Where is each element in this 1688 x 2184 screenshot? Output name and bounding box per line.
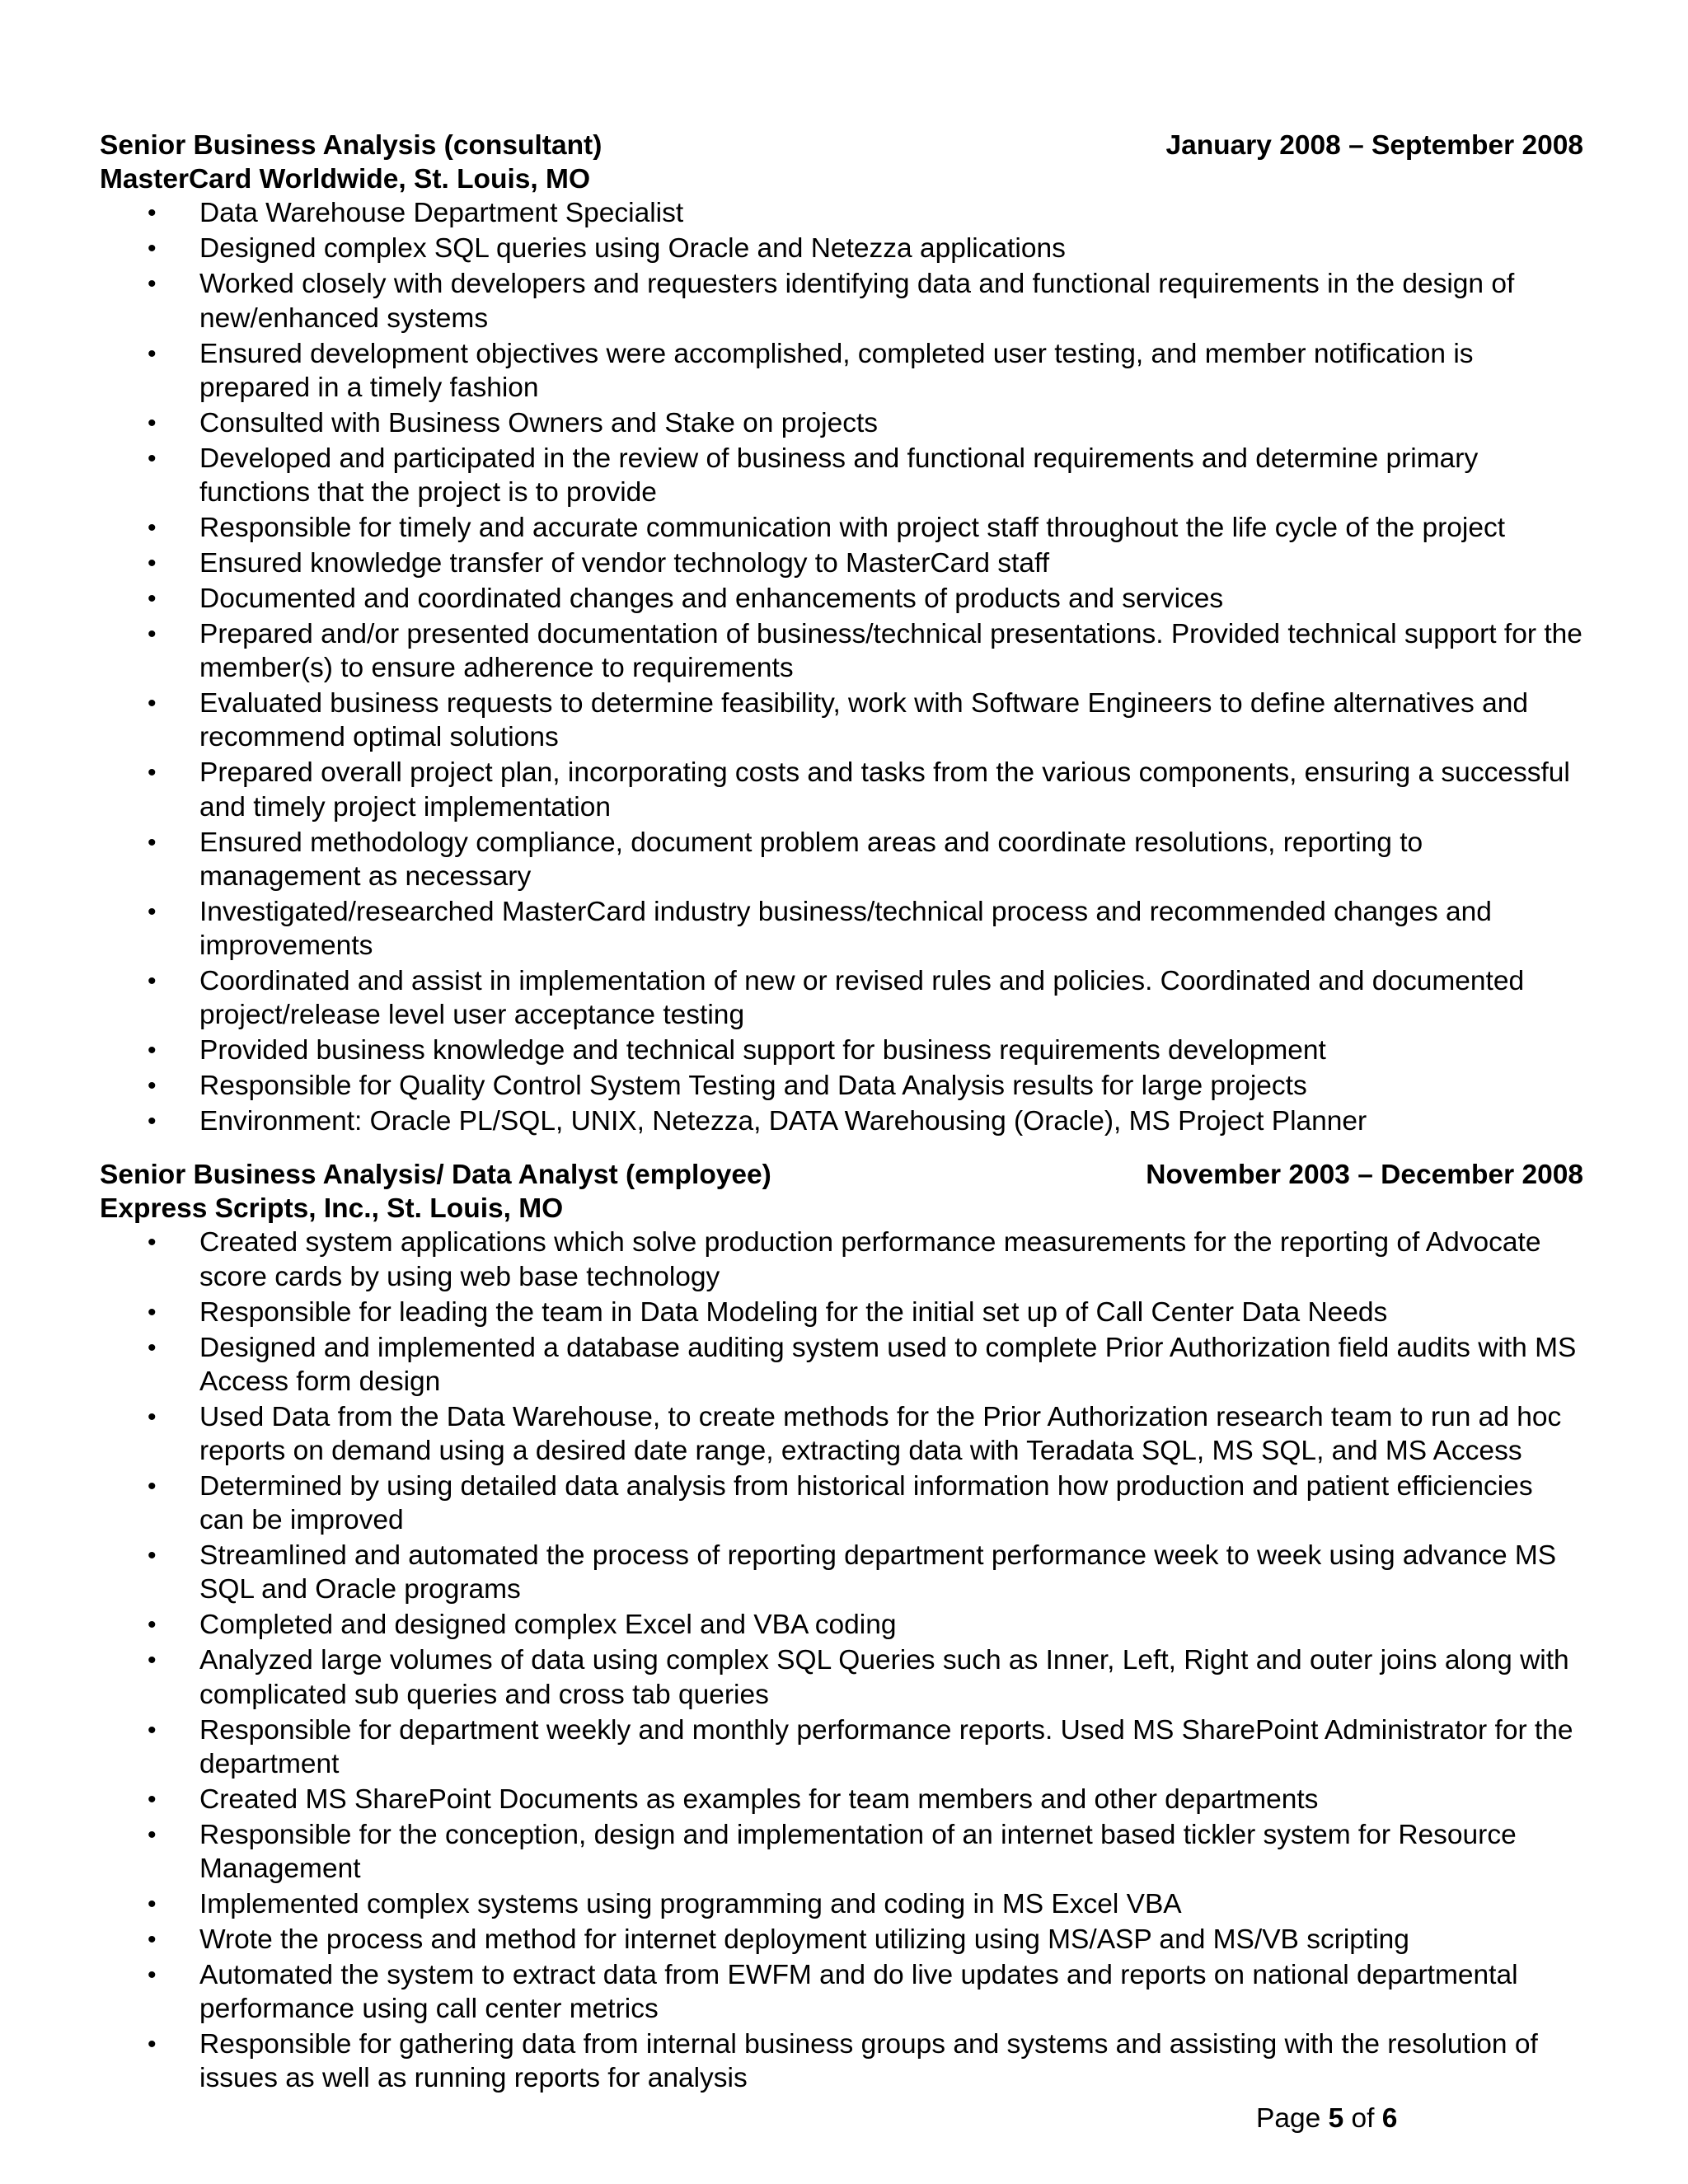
list-item [100,1033,1583,1067]
bullet-icon: • [148,549,157,577]
bullet-icon: • [148,1647,157,1675]
list-item [100,546,1583,580]
job-header [100,129,1583,162]
company-name: Express Scripts, Inc., St. Louis, MO [100,1193,564,1225]
list-item [100,1331,1583,1399]
list-item-text: Developed and participated in the review of business and functional requirements and determine primary functions that the project is to provide [199,443,1479,508]
list-item [100,1783,1583,1816]
bullet-icon: • [148,828,157,856]
list-item [100,1069,1583,1103]
list-item-text: Consulted with Business Owners and Stake on projects [199,407,879,438]
job-title: Senior Business Analysis (consultant) [100,130,603,161]
list-item [100,442,1583,509]
list-item [100,1887,1583,1921]
bullet-icon: • [148,1229,157,1257]
page-label: Page [1256,2103,1321,2134]
list-item [100,1643,1583,1711]
list-item-text: Streamlined and automated the process of reporting department performance week to week using advance MS SQL and Oracle programs [199,1540,1557,1605]
list-item-text: Used Data from the Data Warehouse, to create methods for the Prior Authorization research team to run ad hoc reports on demand using a desired date range, extracting data with Teradata SQL, MS SQL, and MS Access [199,1401,1562,1466]
list-item [100,1923,1583,1957]
list-item-text: Analyzed large volumes of data using complex SQL Queries such as Inner, Left, Right and outer joins along with complicated sub queries and cross tab queries [199,1645,1569,1710]
bullet-icon: • [148,1611,157,1639]
list-item [100,895,1583,963]
page-total: 6 [1381,2103,1398,2134]
bullet-icon: • [148,759,157,787]
bullet-icon: • [148,1472,157,1500]
list-item [100,582,1583,616]
list-item [100,826,1583,893]
list-item [100,1400,1583,1468]
list-item-text: Wrote the process and method for internet deployment utilizing using MS/ASP and MS/VB scripting [199,1924,1409,1955]
bullet-icon: • [148,235,157,263]
list-item-text: Responsible for timely and accurate communication with project staff throughout the life cycle of the project [199,512,1506,543]
bullet-icon: • [148,270,157,298]
list-item-text: Worked closely with developers and requesters identifying data and functional requirements in the design of new/enhanced systems [199,269,1515,334]
list-item-text: Implemented complex systems using programming and coding in MS Excel VBA [199,1889,1182,1919]
bullet-icon: • [148,1072,157,1100]
list-item-text: Responsible for Quality Control System Testing and Data Analysis results for large projects [199,1071,1307,1102]
list-item-text: Responsible for department weekly and monthly performance reports. Used MS SharePoint Administrator for the department [199,1714,1573,1779]
bullet-icon: • [148,1891,157,1918]
company-name: MasterCard Worldwide, St. Louis, MO [100,164,591,195]
job-dates: November 2003 – December 2008 [1146,1160,1583,1190]
list-item-text: Designed and implemented a database auditing system used to complete Prior Authorization field audits with MS Access form design [199,1332,1577,1397]
list-item-text: Coordinated and assist in implementation of new or revised rules and policies. Coordinated and documented project/release level user acceptance testing [199,966,1525,1031]
list-item [100,1104,1583,1138]
list-item [100,1713,1583,1781]
list-item-text: Investigated/researched MasterCard industry business/technical process and recommended changes and improvements [199,896,1492,961]
responsibility-list [100,196,1583,1138]
list-item-text: Data Warehouse Department Specialist [199,198,684,229]
bullet-icon: • [148,1926,157,1953]
bullet-icon: • [148,968,157,995]
list-item-text: Automated the system to extract data from EWFM and do live updates and reports on national departmental performance using call center metrics [199,1960,1518,2025]
list-item [100,1958,1583,2026]
list-item [100,1539,1583,1606]
list-item [100,267,1583,335]
list-item-text: Created MS SharePoint Documents as examples for team members and other departments [199,1783,1319,1815]
list-item [100,511,1583,545]
bullet-icon: • [148,1298,157,1326]
list-item [100,1469,1583,1537]
job-section-express-scripts [100,1158,1583,2097]
list-item [100,687,1583,754]
bullet-icon: • [148,1403,157,1431]
list-item [100,1608,1583,1642]
list-item-text: Responsible for leading the team in Data Modeling for the initial set up of Call Center Data Needs [199,1296,1388,1328]
list-item-text: Responsible for the conception, design and implementation of an internet based tickler system for Resource Management [199,1819,1517,1884]
list-item-text: Ensured methodology compliance, document problem areas and coordinate resolutions, reporting to management as necessary [199,827,1423,892]
list-item [100,337,1583,405]
list-item [100,406,1583,440]
list-item-text: Environment: Oracle PL/SQL, UNIX, Netezza, DATA Warehousing (Oracle), MS Project Planner [199,1106,1367,1137]
list-item [100,1818,1583,1886]
list-item-text: Ensured knowledge transfer of vendor technology to MasterCard staff [199,547,1050,579]
list-item-text: Prepared and/or presented documentation of business/technical presentations. Provided technical support for the member(s) to ensure adherence to requirements [199,618,1582,684]
list-item-text: Provided business knowledge and technical support for business requirements development [199,1035,1326,1066]
bullet-icon: • [148,1785,157,1813]
bullet-icon: • [148,1961,157,1989]
bullet-icon: • [148,620,157,648]
list-item-text: Prepared overall project plan, incorporating costs and tasks from the various components, ensuring a successful and timely project implementation [199,757,1570,823]
job-dates: January 2008 – September 2008 [1165,130,1583,161]
job-title: Senior Business Analysis/ Data Analyst (employee) [100,1160,771,1190]
bullet-icon: • [148,444,157,472]
list-item-text: Responsible for gathering data from internal business groups and systems and assisting with the resolution of issues as well as running reports for analysis [199,2029,1538,2094]
responsibility-list [100,1226,1583,2095]
list-item-text: Designed complex SQL queries using Oracle and Netezza applications [199,233,1066,265]
bullet-icon: • [148,199,157,227]
bullet-icon: • [148,584,157,612]
bullet-icon: • [148,340,157,368]
job-section-mastercard [100,129,1583,1140]
bullet-icon: • [148,409,157,437]
bullet-icon: • [148,1108,157,1136]
bullet-icon: • [148,1716,157,1744]
list-item-text: Ensured development objectives were accomplished, completed user testing, and member notification is prepared in a timely fashion [199,338,1474,403]
bullet-icon: • [148,2031,157,2059]
list-item-text: Completed and designed complex Excel and VBA coding [199,1610,897,1641]
bullet-icon: • [148,1542,157,1570]
list-item [100,196,1583,230]
list-item-text: Created system applications which solve production performance measurements for the reporting of Advocate score cards by using web base technology [199,1227,1541,1292]
bullet-icon: • [148,690,157,718]
list-item [100,756,1583,823]
of-label: of [1351,2103,1375,2134]
page-footer [1256,2102,1397,2135]
list-item-text: Determined by using detailed data analysis from historical information how production and patient efficiencies can be improved [199,1470,1533,1536]
bullet-icon: • [148,1821,157,1849]
list-item [100,1226,1583,1293]
list-item [100,2027,1583,2095]
bullet-icon: • [148,898,157,926]
list-item [100,617,1583,685]
list-item-text: Evaluated business requests to determine feasibility, work with Software Engineers to define alternatives and recommend optimal solutions [199,688,1528,753]
list-item-text: Documented and coordinated changes and enhancements of products and services [199,583,1224,614]
bullet-icon: • [148,1333,157,1361]
list-item [100,964,1583,1032]
bullet-icon: • [148,513,157,541]
list-item [100,1296,1583,1329]
bullet-icon: • [148,1037,157,1065]
list-item [100,232,1583,265]
page-number: 5 [1328,2103,1344,2134]
job-header [100,1158,1583,1192]
